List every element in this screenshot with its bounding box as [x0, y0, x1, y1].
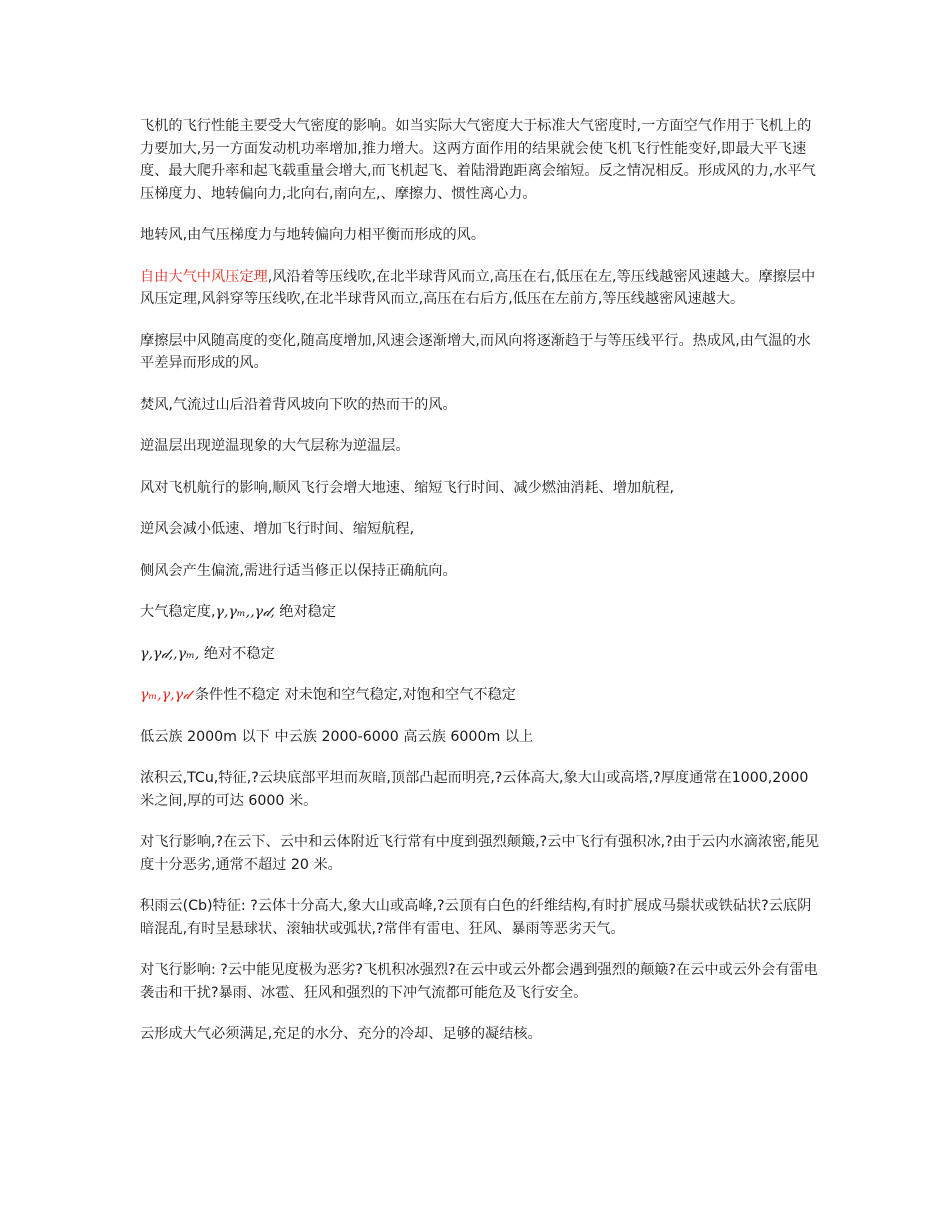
paragraph-text: 浓积云,TCu,特征,?云块底部平坦而灰暗,顶部凸起而明亮,?云体高大,象大山或高塔,?厚度通常在1000,2000 米之间,厚的可达 6000 米。	[140, 770, 809, 809]
paragraph-headwind-effect	[140, 518, 820, 541]
paragraph-crosswind-effect	[140, 560, 820, 583]
paragraph-cb-flight-impact	[140, 959, 820, 1004]
paragraph-text: 对飞行影响: ?云中能见度极为恶劣?飞机积冰强烈?在云中或云外都会遇到强烈的颠簸?在云中或云外会有雷电袭击和干扰?暴雨、冰雹、狂风和强烈的下冲气流都可能危及飞行安全。	[140, 962, 818, 1001]
paragraph-text: 条件性不稳定 对未饱和空气稳定,对饱和空气不稳定	[190, 687, 516, 703]
paragraph-conditional-instability	[140, 684, 820, 707]
paragraph-cloud-formation	[140, 1023, 820, 1046]
paragraph-absolute-stability	[140, 601, 820, 624]
paragraph-tcu-flight-impact	[140, 831, 820, 876]
paragraph-text: 绝对不稳定	[199, 645, 275, 662]
lapse-rate-symbols: γ,γ𝒹,,γₘ,	[140, 645, 200, 662]
paragraph-cumulonimbus	[140, 895, 820, 940]
paragraph-text: 风对飞机航行的影响,顺风飞行会增大地速、缩短飞行时间、减少燃油消耗、增加航程,	[140, 479, 674, 496]
paragraph-foehn	[140, 394, 820, 417]
paragraph-text: 摩擦层中风随高度的变化,随高度增加,风速会逐渐增大,而风向将逐渐趋于与等压线平行。热成风,由气温的水平差异而形成的风。	[140, 332, 811, 371]
paragraph-text: 地转风,由气压梯度力与地转偏向力相平衡而形成的风。	[140, 227, 486, 243]
paragraph-text: 云形成大气必须满足,充足的水分、充分的冷却、足够的凝结核。	[140, 1026, 542, 1042]
paragraph-absolute-instability	[140, 643, 820, 666]
paragraph-inversion-layer	[140, 435, 820, 458]
paragraph-aircraft-performance	[140, 115, 820, 205]
document-page	[140, 115, 820, 1065]
paragraph-text: 侧风会产生偏流,需进行适当修正以保持正确航向。	[140, 562, 457, 579]
paragraph-cumulus-congestus	[140, 767, 820, 812]
paragraph-text: 焚风,气流过山后沿着背风坡向下吹的热而干的风。	[140, 396, 457, 413]
paragraph-text: 积雨云(Cb)特征: ?云体十分高大,象大山或高峰,?云顶有白色的纤维结构,有时扩展成马鬃状或铁砧状?云底阴暗混乱,有时呈悬球状、滚轴状或弧状,?常伴有雷电、狂风、暴雨等恶劣天气。	[140, 898, 812, 937]
paragraph-text: 飞机的飞行性能主要受大气密度的影响。如当实际大气密度大于标准大气密度时,一方面空气作用于飞机上的力要加大,另一方面发动机功率增加,推力增大。这两方面作用的结果就会使飞机飞行性能变好,即最大平飞速度、最大爬升率和起飞载重量会增大,而飞机起飞、着陆滑跑距离会缩短。反之情况相反。形成风的力,水平气压梯度力、地转偏向力,北向右,南向左,、摩擦力、惯性离心力。	[140, 118, 816, 202]
paragraph-text: 逆温层出现逆温现象的大气层称为逆温层。	[140, 438, 410, 454]
paragraph-wind-pressure-law	[140, 266, 820, 311]
lapse-rate-symbols: γ,γₘ,,γ𝒹,	[215, 604, 275, 620]
paragraph-geostrophic-wind	[140, 224, 820, 247]
highlight-term: 自由大气中风压定理	[140, 268, 268, 285]
paragraph-text: 对飞行影响,?在云下、云中和云体附近飞行常有中度到强烈颠簸,?云中飞行有强积冰,?由于云内水滴浓密,能见度十分恶劣,通常不超过 20 米。	[140, 834, 820, 873]
paragraph-prefix: 大气稳定度,	[140, 604, 216, 620]
paragraph-text: 逆风会减小低速、增加飞行时间、缩短航程,	[140, 521, 415, 537]
paragraph-friction-layer	[140, 330, 820, 375]
lapse-rate-symbols-red: γₘ,γ,γ𝒹	[140, 687, 191, 703]
paragraph-text: 绝对稳定	[274, 604, 337, 620]
paragraph-text: 低云族 2000m 以下 中云族 2000-6000 高云族 6000m 以上	[140, 728, 534, 745]
paragraph-tailwind-effect	[140, 477, 820, 500]
paragraph-text: ,风沿着等压线吹,在北半球背风而立,高压在右,低压在左,等压线越密风速越大。摩擦层中风压定理,风斜穿等压线吹,在北半球背风而立,高压在右后方,低压在左前方,等压线越密风速越大。	[140, 268, 816, 307]
paragraph-cloud-families	[140, 726, 820, 749]
